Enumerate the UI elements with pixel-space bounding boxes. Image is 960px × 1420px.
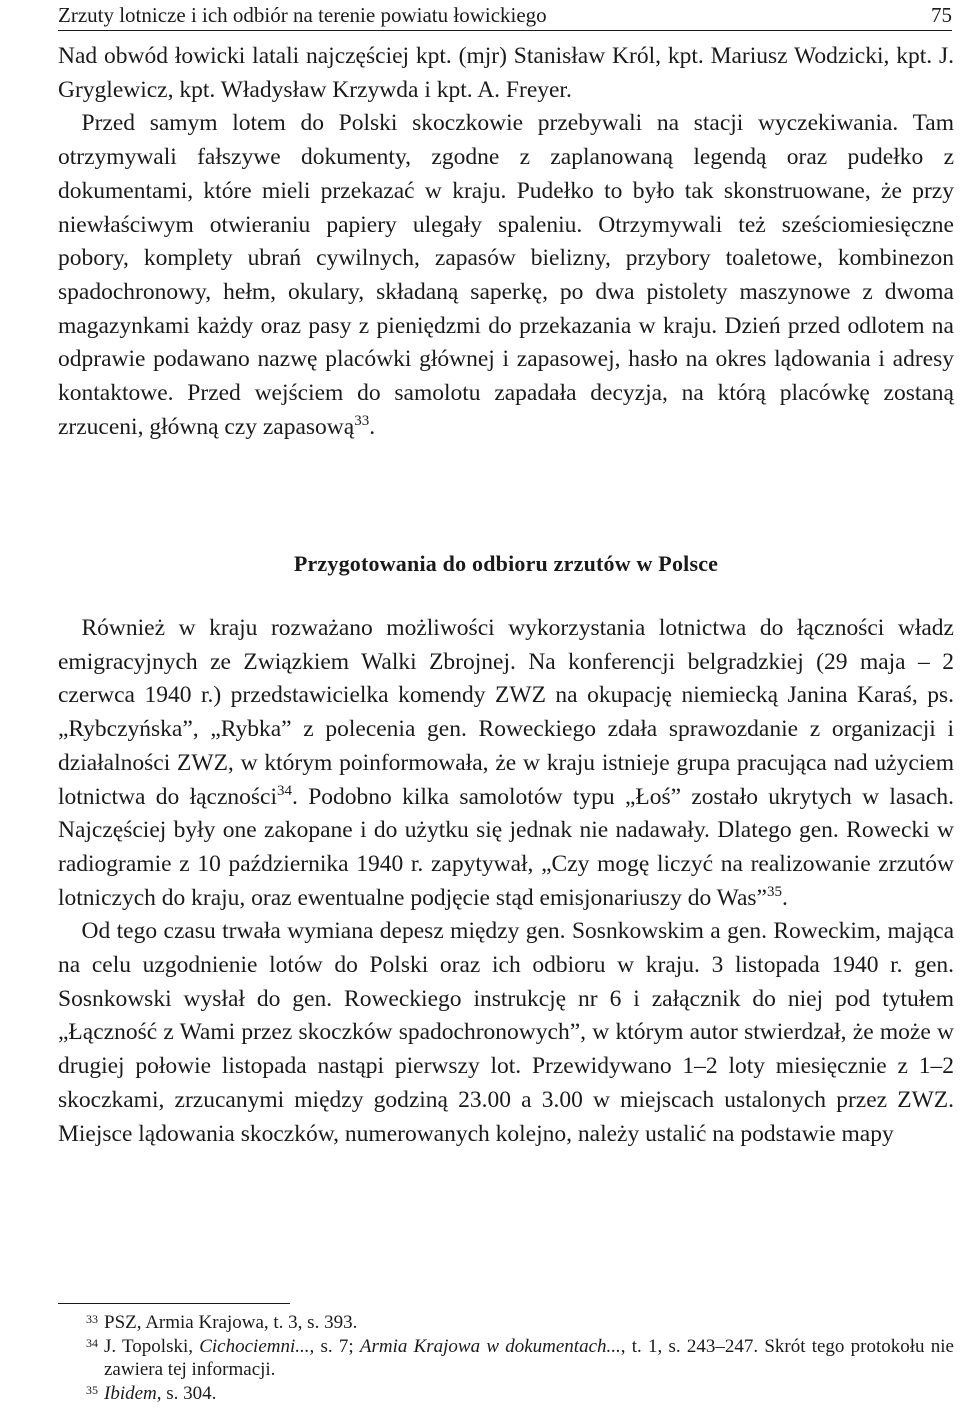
footnotes (58, 1311, 954, 1405)
footnote-ref: 34 (277, 782, 293, 799)
footnote-segment: PSZ, Armia Krajowa, t. 3, s. 393. (104, 1312, 358, 1333)
footnote-text (104, 1311, 954, 1335)
footnote-title: Ibidem (104, 1382, 157, 1404)
paragraph (58, 915, 954, 1151)
footnote-segment: J. Topolski, (104, 1335, 200, 1357)
footnote-text (104, 1335, 954, 1382)
paragraph (58, 40, 954, 107)
footnote-text (104, 1382, 954, 1406)
footnote-number: 35 (86, 1382, 98, 1397)
paragraph-text: Od tego czasu trwała wymiana depesz między gen. Sosnkowskim a gen. Roweckim, mająca na celu uzgodnienie lotów do Polski oraz ich odbioru w kraju. 3 listopada 1940 r. gen. Sosnkowski wysłał do gen. Roweckiego instrukcję nr 6 i załącznik do niej pod tytułem „Łączność z Wami przez skoczków spadochronowych”, w którym autor stwierdzał, że może w drugiej połowie listopada nastąpi pierwszy lot. Przewidywano 1–2 loty miesięcznie z 1–2 skoczkami, zrzucanymi między godziną 23.00 a 3.00 w miejscach ustalonych przez ZWZ. Miejsce lądowania skoczków, numerowanych kolejno, należy ustalić na podstawie mapy (58, 918, 954, 1147)
paragraph-end: . (369, 413, 376, 440)
footnote-ref: 35 (766, 883, 782, 900)
paragraph-text: Przed samym lotem do Polski skoczkowie przebywali na stacji wyczekiwania. Tam otrzymywali fałszywe dokumenty, zgodne z zaplanowaną legendą oraz pudełko z dokumentami, które mieli przekazać w kraju. Pudełko to było tak skonstruowane, że przy niewłaściwym otwieraniu papiery ulegały spaleniu. Otrzymywali też sześciomiesięczne pobory, komplety ubrań cywilnych, zapasów bielizny, przybory toaletowe, kombinezon spadochronowy, hełm, okulary, składaną saperkę, po dwa pistolety maszynowe z dwoma magazynkami każdy oraz pasy z pieniędzmi do przekazania w kraju. Dzień przed odlotem na odprawie podawano nazwę placówki głównej i zapasowej, hasło na okres lądowania i adresy kontaktowe. Przed wejściem do samolotu zapadała decyzja, na którą placówkę zostaną zrzuceni, główną czy zapasową (58, 110, 954, 440)
paragraph-text: Również w kraju rozważano możliwości wykorzystania lotnictwa do łączności władz emigracyjnych ze Związkiem Walki Zbrojnej. Na konferencji belgradzkiej (29 maja – 2 czerwca 1940 r.) przedstawicielka komendy ZWZ na okupację niemiecką Janina Karaś, ps. „Rybczyńska”, „Rybka” z polecenia gen. Roweckiego zdała sprawozdanie z organizacji i działalności ZWZ, w którym poinformowała, że w kraju istnieje grupa pracująca nad użyciem lotnictwa do łączności (58, 615, 954, 810)
paragraph-text: . Podobno kilka samolotów typu „Łoś” zostało ukrytych w lasach. Najczęściej były one zakopane i do użytku się jednak nie nadawały. Dlatego gen. Rowecki w radiogramie z 10 października 1940 r. zapytywał, „Czy mogę liczyć na realizowanie zrzutów lotniczych do kraju, oraz ewentualne podjęcie stąd emisjonariuszy do Was” (58, 783, 954, 911)
footnote (58, 1335, 954, 1382)
footnote-number: 33 (86, 1312, 98, 1326)
footnote (58, 1382, 954, 1406)
footnote (58, 1311, 954, 1335)
footnote-segment: , s. 304. (156, 1382, 217, 1404)
footnote-number: 34 (86, 1335, 98, 1350)
paragraph-text: Nad obwód łowicki latali najczęściej kpt. (mjr) Stanisław Król, kpt. Mariusz Wodzicki, kpt. J. Gryglewicz, kpt. Władysław Krzywda i kpt. A. Freyer. (58, 43, 954, 103)
paragraph (58, 612, 954, 915)
paragraph (58, 107, 954, 444)
footnote-segment: , t. 1, s. 243–247. Skrót tego protokołu nie zawiera tej informacji. (104, 1335, 954, 1380)
running-title: Zrzuty lotnicze i ich odbiór na terenie powiatu łowickiego (58, 3, 547, 27)
page-header (58, 2, 952, 28)
footnote-segment: , s. 7; (309, 1335, 360, 1357)
footnote-ref: 33 (354, 412, 370, 429)
section-1-text (58, 40, 954, 444)
section-2-text (58, 612, 954, 1151)
page-number: 75 (931, 3, 952, 27)
footnote-title: Cichociemni... (199, 1335, 310, 1357)
header-rule (58, 30, 952, 31)
section-heading: Przygotowania do odbioru zrzutów w Polsce (293, 551, 719, 576)
footnote-rule (58, 1303, 290, 1304)
paragraph-end: . (781, 884, 788, 911)
footnote-title: Armia Krajowa w dokumentach... (359, 1335, 621, 1357)
